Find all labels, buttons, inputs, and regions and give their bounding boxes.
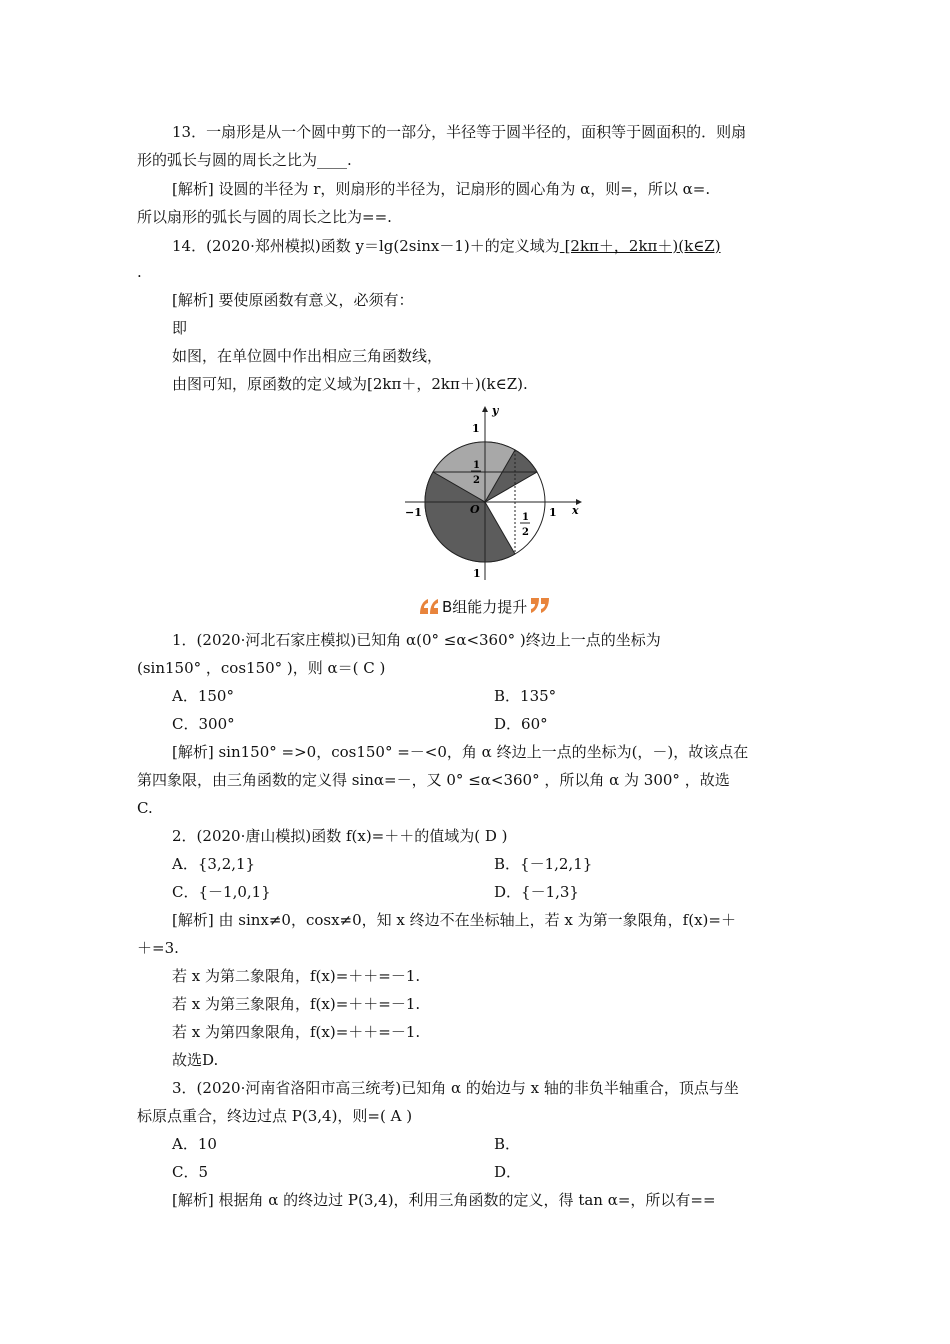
p14-question: 14．(2020·郑州模拟)函数 y＝lg(2sinx－1)＋的定义域为 [172,237,560,255]
b3-line2: 标原点重合，终边过点 P(3,4)，则=( A ) [137,1107,413,1125]
b2-solution-1: [解析] 由 sinx≠0，cosx≠0，知 x 终边不在坐标轴上，若 x 为第一象限角，f(x)=＋ [172,911,736,929]
half-right-denominator: 2 [522,527,529,538]
y-axis-arrow [482,406,488,412]
half-top-numerator: 1 [473,460,480,471]
b2-solution-6: 故选D. [172,1051,219,1069]
b1-line1: 1．(2020·河北石家庄模拟)已知角 α(0° ≤α<360° )终边上一点的坐标为 [172,631,661,649]
b1-line2: (sin150° ，cos150° )，则 α＝( C ) [137,659,386,677]
y-axis-label: y [492,404,499,417]
unit-circle-svg [400,402,585,584]
b1-option-c: C．300° [172,715,235,733]
b2-solution-4: 若 x 为第三象限角，f(x)=＋＋=－1. [172,995,421,1013]
b3-solution-1: [解析] 根据角 α 的终边过 P(3,4)，利用三角函数的定义，得 tan α=，所以有== [172,1191,716,1209]
p13-line1: 13．一扇形是从一个圆中剪下的一部分，半径等于圆半径的，面积等于圆面积的．则扇 [172,123,747,141]
unit-circle-figure [400,402,585,584]
b2-option-a: A．{3,2,1} [172,855,256,873]
b3-option-d: D． [494,1163,522,1181]
x-negative-label: −1 [405,506,422,519]
b1-option-d: D．60° [494,715,548,733]
half-top-denominator: 2 [473,475,480,486]
b1-option-a: A．150° [172,687,234,705]
p13-line2 [137,150,817,170]
b3-option-c: C．5 [172,1163,209,1181]
p14-line2: . [137,263,142,281]
b2-line1: 2．(2020·唐山模拟)函数 f(x)=＋＋的值域为( D ) [172,827,508,845]
b3-line1: 3．(2020·河南省洛阳市高三统考)已知角 α 的始边与 x 轴的非负半轴重合，顶点与坐 [172,1079,739,1097]
p13-line2-end: . [347,151,352,169]
origin-label: O [470,503,480,516]
p14-solution-4: 由图可知，原函数的定义域为[2kπ＋，2kπ＋)(k∈Z). [172,375,528,393]
x-positive-label: 1 [549,506,557,519]
open-quote-icon [418,596,440,616]
b3-option-a: A．10 [172,1135,217,1153]
b1-option-b: B．135° [494,687,557,705]
b1-solution-2: 第四象限，由三角函数的定义得 sinα=－，又 0° ≤α<360° ，所以角 α 为 300° ，故选 [137,771,730,789]
close-quote-icon [529,596,551,616]
x-axis-label: x [572,504,579,517]
b1-solution-1: [解析] sin150° =>0，cos150° =－<0，角 α 终边上一点的坐标为(，－)，故该点在 [172,743,749,761]
b2-option-b: B．{－1,2,1} [494,855,593,873]
p13-line2-text: 形的弧长与圆的周长之比为 [137,151,318,169]
b2-option-c: C．{－1,0,1} [172,883,271,901]
half-right-numerator: 1 [522,512,529,523]
b2-solution-3: 若 x 为第二象限角，f(x)=＋＋=－1. [172,967,421,985]
p14-solution-1: [解析] 要使原函数有意义，必须有： [172,291,414,309]
b2-solution-5: 若 x 为第四象限角，f(x)=＋＋=－1. [172,1023,421,1041]
b2-option-d: D．{－1,3} [494,883,579,901]
p13-solution-1: [解析] 设圆的半径为 r，则扇形的半径为，记扇形的圆心角为 α，则=，所以 α=. [172,180,711,198]
p14-solution-3: 如图，在单位圆中作出相应三角函数线， [172,347,443,365]
section-b-header [418,594,551,618]
b1-solution-3: C. [137,799,153,817]
y-positive-label: 1 [472,422,480,435]
b3-option-b: B． [494,1135,521,1153]
y-negative-label: 1 [473,567,481,580]
section-b-title: B组能力提升 [442,597,528,616]
b2-solution-2: ＋=3. [137,939,179,957]
p13-solution-2: 所以扇形的弧长与圆的周长之比为==. [137,208,392,226]
p14-answer: [2kπ＋，2kπ＋)(k∈Z) [559,237,721,255]
p14-solution-2: 即 [172,319,188,337]
p14-line1 [172,236,852,256]
p13-blank: ____ [317,151,348,169]
